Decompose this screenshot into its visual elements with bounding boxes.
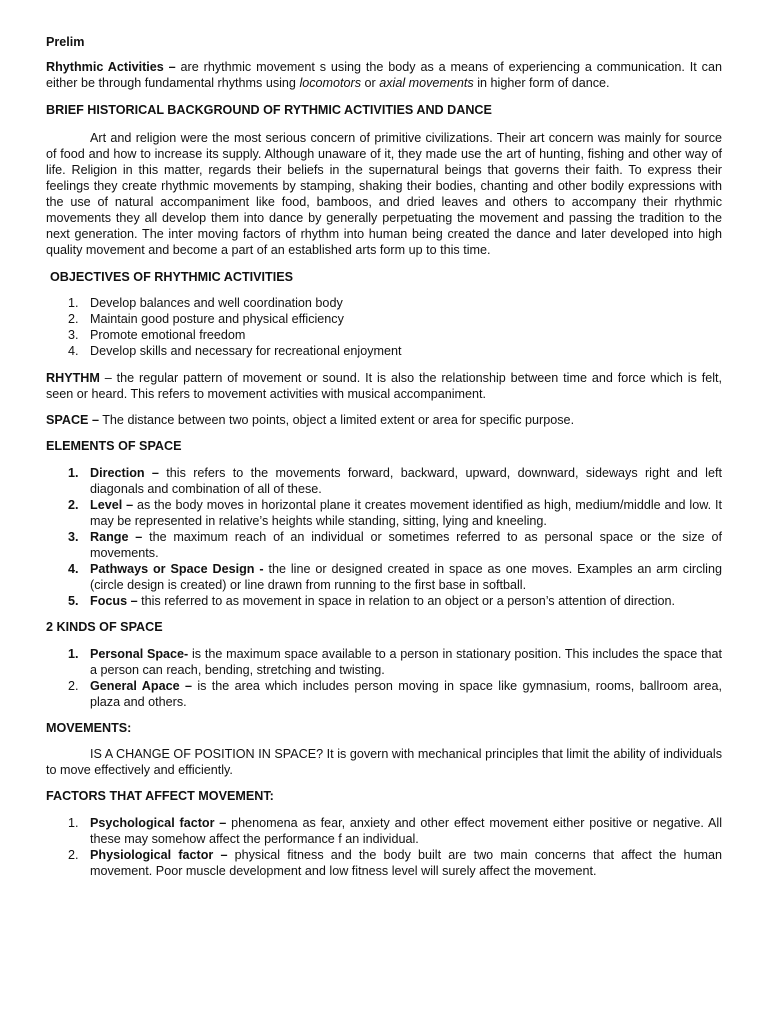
list-item: 4. Pathways or Space Design - the line or designed created in space as one moves. Examples an arm circling (circle design is created) or line drawn from running to the first base in softball. bbox=[68, 562, 722, 592]
space-definition bbox=[46, 412, 722, 428]
rhythmic-text-2: or bbox=[361, 76, 380, 90]
rhythmic-em-locomotors: locomotors bbox=[299, 76, 362, 90]
space-term: SPACE – bbox=[46, 413, 99, 427]
rhythm-text: – the regular pattern of movement or sound. It is also the relationship between time and force which is felt, seen or heard. This refers to movement activities with musical accompaniment. bbox=[46, 371, 722, 401]
list-item: 2. Level – as the body moves in horizontal plane it creates movement identified as high, medium/middle and low. It may be represented in relative’s heights while standing, sitting, lying and kneeling. bbox=[68, 498, 722, 528]
history-heading: BRIEF HISTORICAL BACKGROUND OF RYTHMIC ACTIVITIES AND DANCE bbox=[46, 103, 492, 117]
rhythm-term: RHYTHM bbox=[46, 371, 100, 385]
list-item: 2. Maintain good posture and physical efficiency bbox=[68, 312, 344, 326]
elements-heading: ELEMENTS OF SPACE bbox=[46, 439, 182, 453]
elements-list bbox=[46, 465, 722, 609]
list-item: 1. Develop balances and well coordination body bbox=[68, 296, 343, 310]
list-item: 3. Range – the maximum reach of an individual or sometimes referred to as personal space or the size of movements. bbox=[68, 530, 722, 560]
movements-paragraph: IS A CHANGE OF POSITION IN SPACE? It is govern with mechanical principles that limit the ability of individuals to move effectively and efficiently. bbox=[46, 747, 722, 777]
list-item: 3. Promote emotional freedom bbox=[68, 328, 246, 342]
rhythmic-text-3: in higher form of dance. bbox=[473, 76, 610, 90]
list-item: 4. Develop skills and necessary for recreational enjoyment bbox=[68, 344, 402, 358]
prelim-label: Prelim bbox=[46, 35, 85, 49]
rhythmic-text-1: are rhythmic movement s using the body as a means of experiencing a communication. It can either be through fundamental rhythms using bbox=[46, 60, 722, 90]
factors-list bbox=[46, 815, 722, 879]
factors-heading: FACTORS THAT AFFECT MOVEMENT: bbox=[46, 789, 274, 803]
kinds-list bbox=[46, 646, 722, 710]
objectives-list bbox=[46, 295, 722, 359]
space-text: The distance between two points, object a limited extent or area for specific purpose. bbox=[98, 413, 575, 427]
list-item: 1. Direction – this refers to the movements forward, backward, upward, downward, sideways right and left diagonals and combination of all of these. bbox=[68, 466, 722, 496]
rhythm-definition bbox=[46, 370, 722, 402]
list-item: 1. Personal Space- is the maximum space available to a person in stationary position. This includes the space that a person can reach, bending, stretching and twisting. bbox=[68, 647, 722, 677]
list-item: 1. Psychological factor – phenomena as fear, anxiety and other effect movement either positive or negative. All these may somehow affect the performance f an individual. bbox=[68, 816, 722, 846]
list-item: 2. General Apace – is the area which includes person moving in space like gymnasium, rooms, ballroom area, plaza and others. bbox=[68, 679, 722, 709]
rhythmic-activities-definition bbox=[46, 59, 722, 91]
list-item: 5. Focus – this referred to as movement in space in relation to an object or a person’s attention of direction. bbox=[68, 594, 675, 608]
kinds-heading: 2 KINDS OF SPACE bbox=[46, 620, 163, 634]
list-item: 2. Physiological factor – physical fitness and the body built are two main concerns that affect the human movement. Poor muscle development and low fitness level will surely affect the movement. bbox=[68, 848, 722, 878]
movements-heading: MOVEMENTS: bbox=[46, 721, 132, 735]
objectives-heading: OBJECTIVES OF RHYTHMIC ACTIVITIES bbox=[50, 270, 294, 284]
rhythmic-activities-term: Rhythmic Activities – bbox=[46, 60, 176, 74]
history-paragraph: Art and religion were the most serious concern of primitive civilizations. Their art concern was mainly for source of food and how to increase its supply. Although unaware of it, they made use the art of hunting, fishing and other way of life. Religion in this matter, regards their beliefs in the supernatural beings that governs their faith. To express their feelings they create rhythmic movements by stamping, shaking their bodies, chanting and other bodily expressions with the use of natural accompaniment like food, bamboos, and dried leaves and others to accompany their rhythmic movements they all develop them into dance by generally perpetuating the movement and passing the tradition to the next generation. The inter moving factors of rhythm into human being created the dance and later developed into high quality movement and become a part of an established arts form up to this time. bbox=[46, 131, 722, 257]
rhythmic-em-axial: axial movements bbox=[379, 76, 474, 90]
